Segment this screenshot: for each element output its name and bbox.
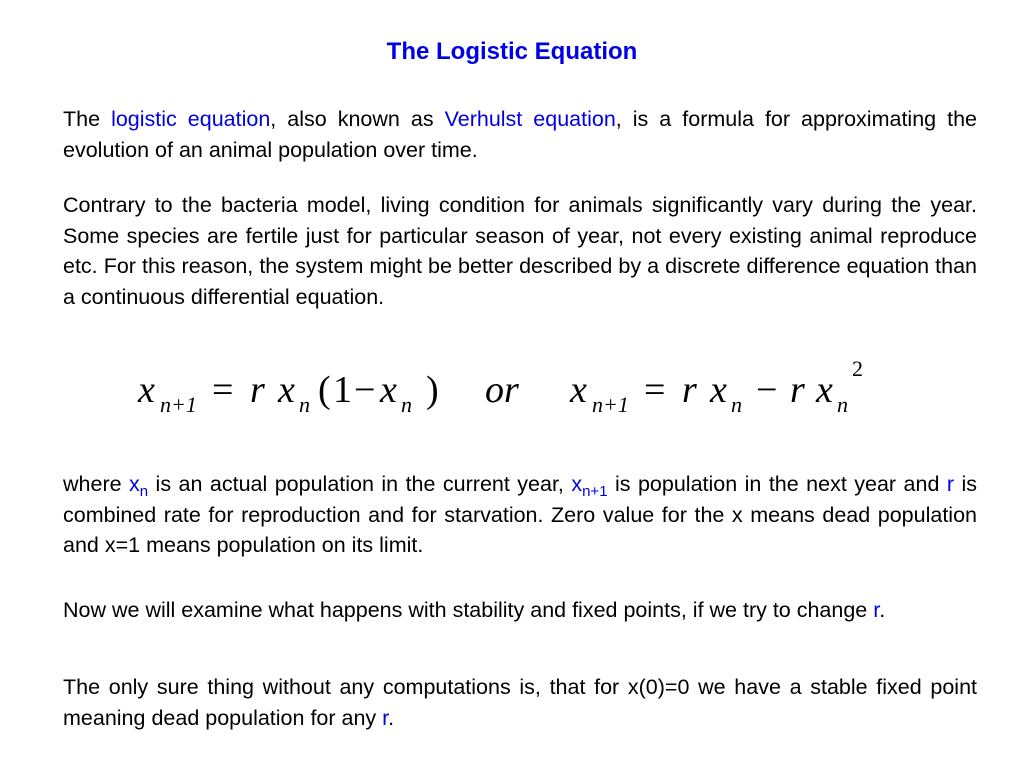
eq-equals-2: =	[644, 369, 666, 411]
eq-equals-1: =	[212, 369, 234, 411]
logistic-equation-link[interactable]: logistic equation	[111, 107, 271, 131]
stability-text-2: .	[879, 598, 886, 622]
eq-sub-next: n+1	[160, 392, 197, 417]
variables-paragraph	[63, 469, 977, 561]
variables-text-2: is an actual population in the current year,	[148, 472, 572, 496]
eq-power-2: 2	[852, 356, 863, 381]
var-x-next-base: x	[571, 472, 583, 496]
equation-svg	[130, 352, 890, 432]
stability-text-1: Now we will examine what happens with stability and fixed points, if we try to change	[63, 598, 874, 622]
model-paragraph: Contrary to the bacteria model, living condition for animals significantly vary during the year. Some species are fertile just for particular season of year, not every existing animal reproduce etc. For this reason, the system might be better described by a discrete difference equation than a continuous differential equation.	[63, 193, 977, 309]
intro-text-1: The	[63, 107, 112, 131]
eq-sub-n-2: n	[401, 392, 412, 417]
eq-sub-next-2: n+1	[592, 392, 629, 417]
eq-open-paren: (	[318, 369, 331, 411]
intro-text-2: , also known as	[270, 107, 445, 131]
fixed-point-var-r: r	[382, 705, 389, 730]
eq-close-paren: )	[426, 369, 439, 411]
fixed-point-text-2: .	[388, 705, 395, 730]
eq-r-1: r	[250, 369, 265, 411]
eq-r-2: r	[682, 369, 697, 411]
eq-x-n-3: x	[710, 369, 727, 411]
eq-sub-n-4: n	[837, 392, 848, 417]
var-r: r	[946, 472, 955, 496]
var-x-n-sub: n	[139, 483, 149, 500]
eq-x-next-2: x	[570, 369, 587, 411]
eq-r-3: r	[790, 369, 805, 411]
fixed-point-text-1: The only sure thing without any computations is, that for x(0)=0 we have a stable fixed point meaning dead population for any	[63, 675, 977, 730]
var-x-next-sub: n+1	[582, 483, 608, 500]
eq-x-n-1: x	[278, 369, 295, 411]
fixed-point-paragraph	[63, 672, 977, 733]
eq-x-n-2: x	[380, 369, 397, 411]
variables-text-3: is population in the next year and	[607, 472, 947, 496]
verhulst-equation-link[interactable]: Verhulst equation	[444, 107, 616, 131]
var-x-next	[571, 472, 608, 500]
eq-minus-2: −	[756, 369, 778, 411]
eq-sub-n-1: n	[299, 392, 310, 417]
eq-sub-n-3: n	[731, 392, 742, 417]
variables-text-1: where	[63, 472, 130, 496]
eq-or: or	[485, 369, 519, 411]
intro-paragraph	[63, 104, 977, 165]
eq-x-n-4: x	[816, 369, 833, 411]
var-x-n-base: x	[129, 472, 140, 496]
var-x-n	[129, 472, 149, 500]
eq-one: 1	[333, 369, 352, 411]
variables-text-4: is combined rate for reproduction and for starvation. Zero value for the x means dead population and x=1 means population on its limit.	[63, 472, 978, 557]
stability-paragraph	[63, 595, 977, 626]
eq-minus-1: −	[354, 369, 376, 411]
eq-x-next: x	[138, 369, 155, 411]
stability-var-r: r	[873, 598, 880, 622]
intro-text-3: , is a formula for approximating the evolution of an animal population over time.	[63, 107, 977, 162]
slide-title: The Logistic Equation	[386, 38, 638, 65]
logistic-equation-formula	[130, 352, 890, 432]
